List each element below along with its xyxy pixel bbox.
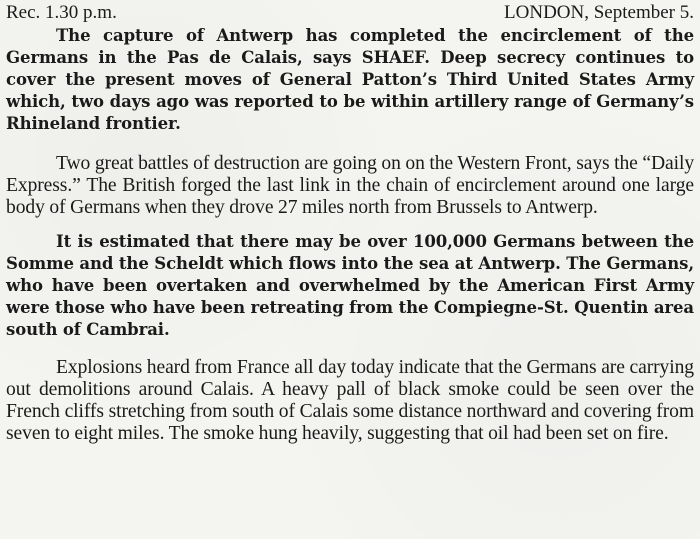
received-time: Rec. 1.30 p.m. (6, 2, 117, 23)
paragraph-germans-estimate: It is estimated that there may be over 100,000 Germans between the Somme and the Scheldt which flows into the sea at Antwerp. The Germans, who have been overtaken and overwhelmed by the American First Army were those who have been retreating from the Compiegne-St. Quentin area south of Cambrai. (6, 232, 694, 339)
paragraph-antwerp-capture: The capture of Antwerp has completed the encirclement of the Germans in the Pas de Calais, says SHAEF. Deep secrecy continues to cover the present moves of General Patton’s Third United States Army which, two days ago was reported to be within artillery range of Germany’s Rhineland frontier. (6, 26, 694, 133)
location-date: LONDON, September 5. (504, 2, 694, 23)
dateline-row (6, 3, 694, 23)
paragraph-explosions-calais: Explosions heard from France all day today indicate that the Germans are carrying out demolitions around Calais. A heavy pall of black smoke could be seen over the French cliffs stretching from south of Calais some distance northward and covering from seven to eight miles. The smoke hung heavily, suggesting that oil had been set on fire. (6, 357, 694, 444)
paragraph-battles-of-destruction: Two great battles of destruction are going on on the Western Front, says the “Daily Express.” The British forged the last link in the chain of encirclement around one large body of Germans when they drove 27 miles north from Brussels to Antwerp. (6, 153, 695, 218)
